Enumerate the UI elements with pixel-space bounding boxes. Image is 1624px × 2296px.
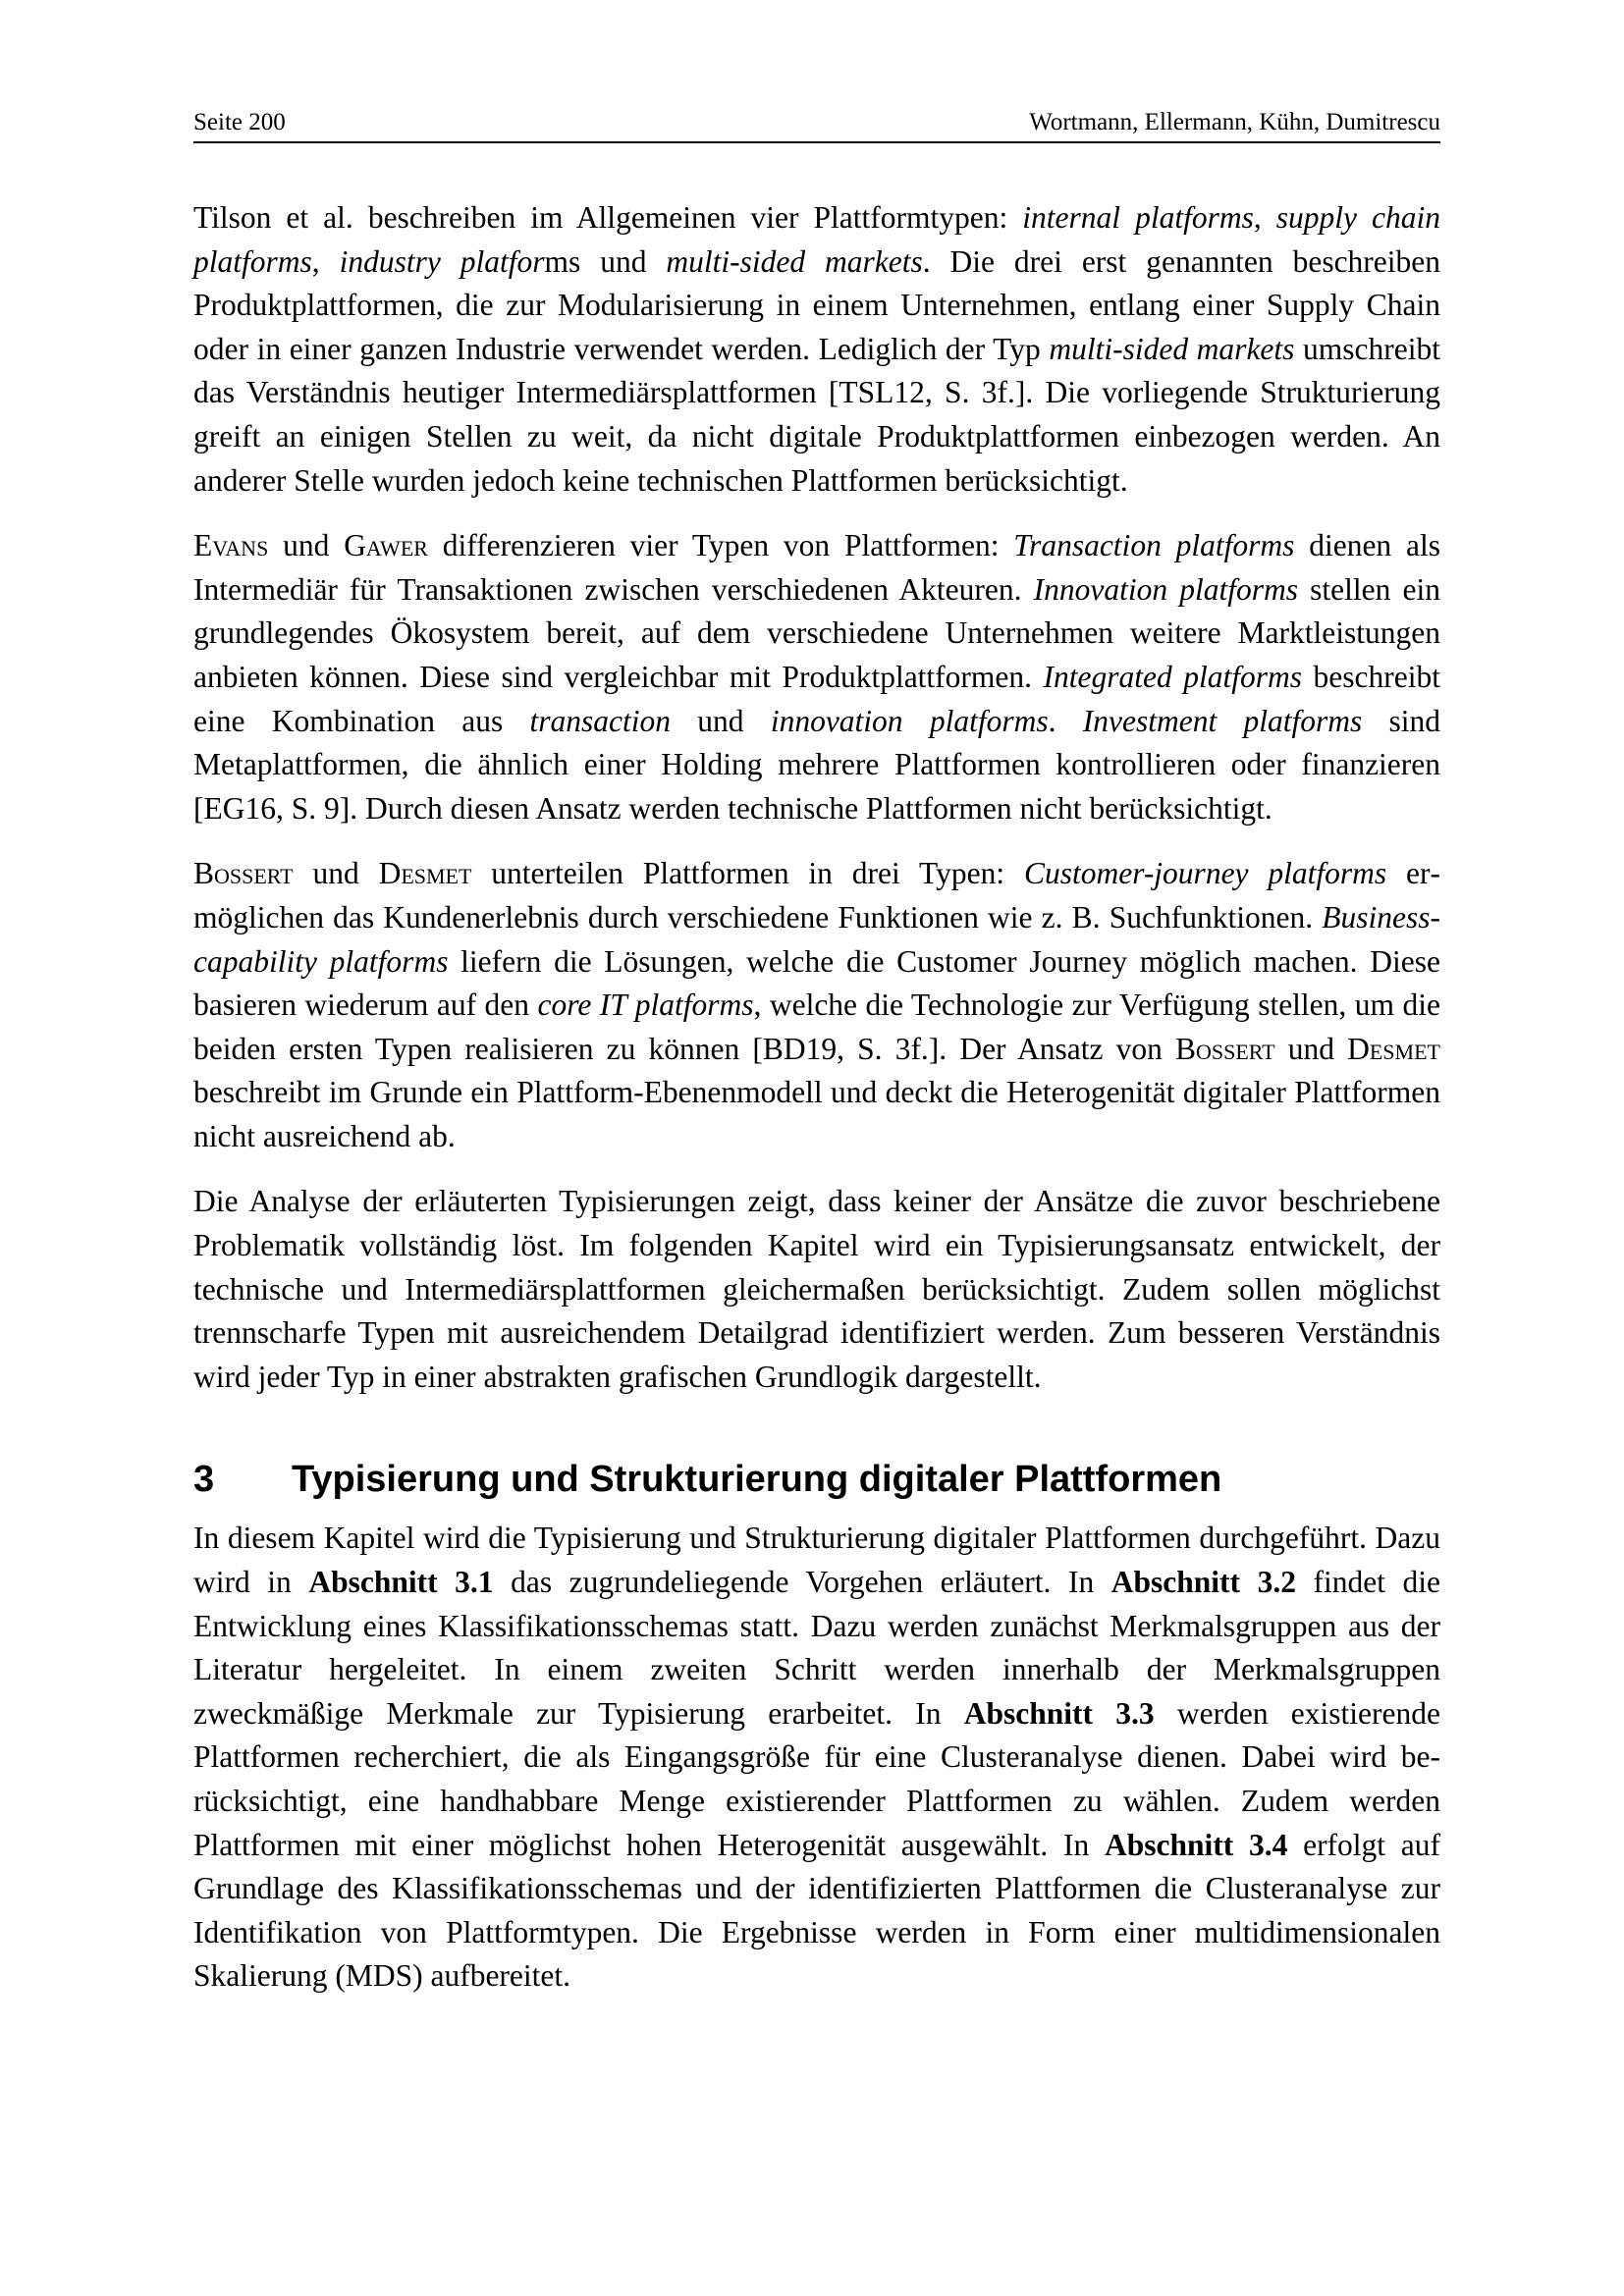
- paragraph-tilson: Tilson et al. beschreiben im Allgemeinen vier Plattformtypen: internal platforms, supply chain platforms, industry platforms und multi-sided markets. Die drei erst genannten beschreiben Produktplattformen, die zur Modularisierung in einem Unternehmen, entlang einer Supply Chain oder in einer ganzen Industrie verwendet werden. Lediglich der Typ multi-sided markets umschreibt das Verständnis heutiger Intermediärsplattformen [TSL12, S. 3f.]. Die vorliegende Strukturierung greift an einigen Stellen zu weit, da nicht digitale Produktplattformen einbezogen werden. An anderer Stelle wurden jedoch keine technischen Plattformen berücksichtigt.: [193, 200, 1441, 498]
- body-text: [193, 196, 1440, 2020]
- header-authors: Wortmann, Ellermann, Kühn, Dumitrescu: [1029, 109, 1440, 135]
- section-title: Typisierung und Strukturierung digitaler Plattformen: [292, 1459, 1222, 1501]
- running-header: [193, 108, 1440, 143]
- paragraph-analysis: Die Analyse der erläuterten Typisierungen zeigt, dass keiner der Ansätze die zuvor beschriebene Problematik vollständig löst. Im folgenden Kapitel wird ein Typisierungsansatz entwickelt, der technische und Intermediärsplattformen gleichermaßen berücksichtigt. Zudem sollen möglichst trennscharfe Typen mit ausreichendem Detailgrad identifiziert werden. Zum besseren Verständnis wird jeder Typ in einer abstrakten grafischen Grundlogik dargestellt.: [193, 1184, 1440, 1394]
- page-number: Seite 200: [193, 109, 286, 135]
- section-number: 3: [193, 1459, 215, 1501]
- paragraph-evans-gawer: Evans und Gawer differenzieren vier Typen von Plattformen: Transaction platforms dienen als Intermediär für Transaktionen zwischen verschiedenen Akteuren. Innovation platforms stellen ein grundlegendes Ökosystem bereit, auf dem verschiedene Unternehmen weitere Marktleistungen anbieten können. Diese sind vergleichbar mit Produktplattformen. Integrated platforms beschreibt eine Kombination aus transaction und innovation platforms. Investment platforms sind Metaplattformen, die ähnlich einer Holding mehrere Plattformen kontrollieren oder finanzieren [EG16, S. 9]. Durch diesen Ansatz werden technische Plattformen nicht berücksichtigt.: [193, 528, 1441, 826]
- paragraph-chapter-intro: In diesem Kapitel wird die Typisierung und Strukturierung digitaler Plattformen durchgeführt. Dazu wird in Abschnitt 3.1 das zugrundeliegende Vorgehen erläutert. In Abschnitt 3.2 findet die Entwicklung eines Klassifikationsschemas statt. Dazu werden zunächst Merkmalsgruppen aus der Literatur hergeleitet. In einem zweiten Schritt werden innerhalb der Merkmalsgruppen zweckmäßige Merkmale zur Typisierung erarbeitet. In Abschnitt 3.3 werden existierende Plattformen recherchiert, die als Eingangsgröße für eine Clusteranalyse dienen. Dabei wird berücksichtigt, eine handhabbare Menge existierender Plattformen zu wählen. Zudem werden Plattformen mit einer möglichst hohen Heterogenität ausgewählt. In Abschnitt 3.4 erfolgt auf Grundlage des Klassifikationsschemas und der identifizierten Plattformen die Clusteranalyse zur Identifikation von Plattformtypen. Die Ergebnisse werden in Form einer multidimensionalen Skalierung (MDS) aufbereitet.: [193, 1521, 1440, 1994]
- paragraph-bossert-desmet: Bossert und Desmet unterteilen Plattformen in drei Typen: Customer-journey platforms ermöglichen das Kundenerlebnis durch verschiedene Funktionen wie z. B. Suchfunktionen. Business-capability platforms liefern die Lösungen, welche die Customer Journey möglich machen. Diese basieren wiederum auf den core IT platforms, welche die Technologie zur Verfügung stellen, um die beiden ersten Typen realisieren zu können [BD19, S. 3f.]. Der Ansatz von Bossert und Desmet beschreibt im Grunde ein Plattform-Ebenenmodell und deckt die Heterogenität digitaler Plattformen nicht ausreichend ab.: [193, 856, 1440, 1153]
- section-heading: [193, 1456, 1440, 1503]
